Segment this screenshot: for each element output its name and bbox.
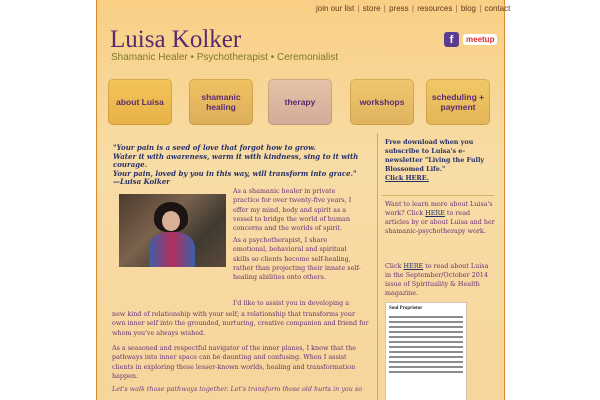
newsletter-promo xyxy=(385,138,495,183)
tile-label: therapy xyxy=(284,97,316,107)
articles-link[interactable]: HERE xyxy=(425,209,445,218)
tile-label: workshops xyxy=(359,97,405,107)
magazine-link[interactable]: HERE xyxy=(403,262,424,270)
nav-store[interactable]: store xyxy=(362,4,381,13)
intro-quote xyxy=(113,144,373,187)
tile-label: shamanic healing xyxy=(201,92,241,112)
portrait-photo xyxy=(119,194,226,267)
quote-line: Your pain, loved by you in this way, will transform into grace." xyxy=(113,168,357,178)
intro-paragraph-4: new kind of relationship with your self; a relationship that transforms your own inner self into the grounded, nurturing, creative companion and friend for whom you've always wished. xyxy=(112,310,369,337)
quote-line: "Your pain is a seed of love that forgot how to grow. xyxy=(113,143,316,152)
about-work-text xyxy=(385,200,495,236)
sidebar-divider xyxy=(382,195,494,196)
magazine-article-thumbnail[interactable] xyxy=(385,302,467,400)
tile-scheduling-payment[interactable] xyxy=(426,79,490,125)
about-work-b: to read articles by or about Luisa and her shamanic-psychotherapy work. xyxy=(385,209,495,236)
tile-therapy[interactable] xyxy=(268,79,332,125)
nav-press[interactable]: press xyxy=(389,4,409,13)
facebook-icon[interactable]: f xyxy=(444,32,459,47)
tile-shamanic-healing[interactable] xyxy=(189,79,253,125)
nav-resources[interactable]: resources xyxy=(417,4,453,13)
intro-paragraph-2: As a psychotherapist, I share emotional, behavioral and spiritual skills so clients become self-healing, rather than projecting their innate self-healing abilities onto others. xyxy=(233,236,361,282)
intro-paragraph-1: As a shamanic healer in private practice for over twenty-five years, I offer my mind, body and spirit as a vessel to bridge the world of human concerns and the worlds of spirit. xyxy=(233,187,352,233)
top-navigation: join our list | store | press | resources | blog | contact xyxy=(316,4,511,13)
social-links xyxy=(444,32,497,47)
tile-about-luisa[interactable] xyxy=(108,79,172,125)
site-title[interactable]: Luisa Kolker xyxy=(110,26,242,53)
tile-label: about Luisa xyxy=(116,97,164,107)
intro-paragraph-5: As a seasoned and respectful navigator of the inner planes, I know that the pathways into inner space can be daunting and confusing. When I assist clients in exploring these lesser-known worlds, healing and transformation happen. xyxy=(112,344,357,380)
about-work-a: Want to learn more about Luisa's work? Click xyxy=(385,200,493,218)
magazine-title: Soul Proprietor xyxy=(389,306,423,311)
intro-paragraph-3: I'd like to assist you in developing a xyxy=(233,299,350,307)
magazine-text xyxy=(385,262,495,298)
nav-blog[interactable]: blog xyxy=(460,4,476,13)
magazine-a: Click xyxy=(385,262,404,270)
meetup-icon[interactable]: meetup xyxy=(463,34,497,45)
newsletter-link[interactable]: Click HERE. xyxy=(385,174,429,183)
newsletter-text: Free download when you subscribe to Luisa's e-newsletter "Living the Fully Blossomed Life." xyxy=(385,138,485,174)
tile-workshops[interactable] xyxy=(350,79,414,125)
column-divider xyxy=(377,133,378,400)
quote-line: Water it with awareness, warm it with kindness, sing to it with courage. xyxy=(113,151,359,169)
magazine-b: to read about Luisa in the September/October 2014 issue of Spirituality & Health magazine. xyxy=(385,262,489,298)
quote-author: —Luisa Kolker xyxy=(113,177,170,186)
nav-join-list[interactable]: join our list xyxy=(316,4,355,13)
intro-paragraph-6: Let's walk those pathways together. Let's transform those old hurts in you so xyxy=(112,385,363,393)
nav-contact[interactable]: contact xyxy=(484,4,511,13)
site-tagline: Shamanic Healer • Psychotherapist • Ceremonialist xyxy=(111,52,339,63)
tile-label: scheduling + payment xyxy=(431,92,485,112)
